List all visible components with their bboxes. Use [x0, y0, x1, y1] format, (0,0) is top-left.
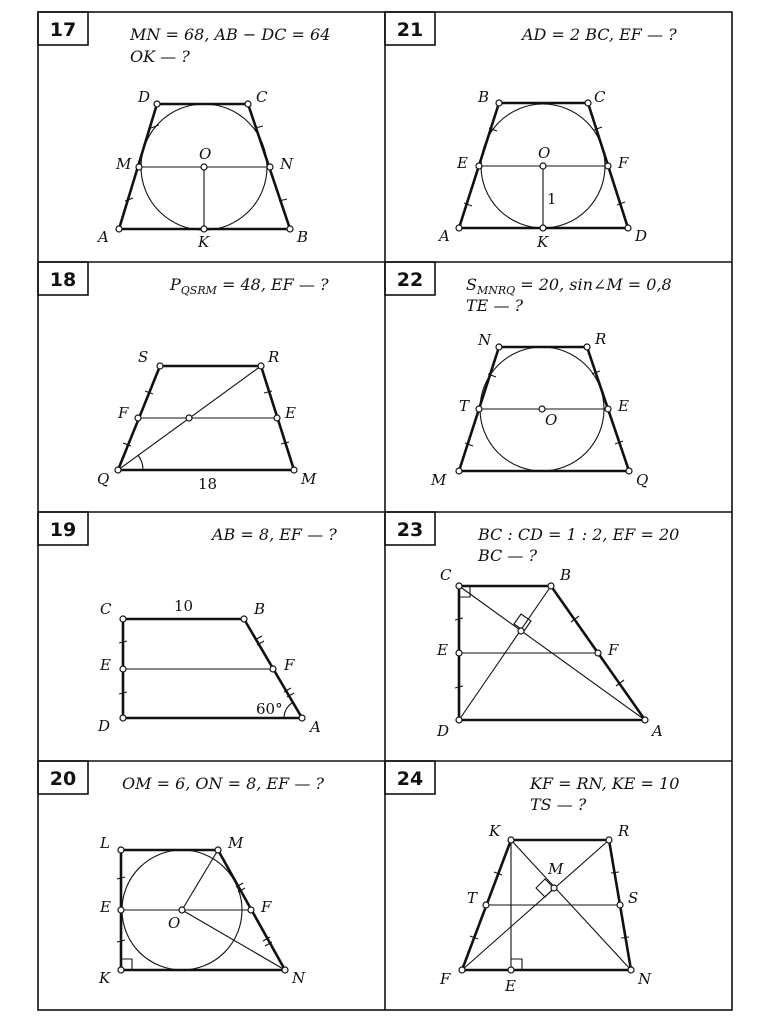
label-N: N	[638, 970, 652, 988]
label-O: O	[168, 914, 181, 932]
label-F: F	[284, 656, 295, 674]
condition-sub: MNRQ	[476, 284, 516, 297]
label-B: B	[254, 600, 266, 618]
problem-19	[38, 512, 337, 736]
condition-line-2: OK — ?	[130, 47, 190, 66]
condition-line-1: KF = RN, KE = 10	[530, 774, 680, 793]
label-E: E	[437, 641, 448, 659]
label-R: R	[268, 348, 280, 366]
label-base-length: 18	[198, 475, 218, 493]
label-C: C	[440, 566, 452, 584]
label-R: R	[595, 330, 607, 348]
label-E: E	[505, 977, 516, 995]
condition-post: = 20, sin∠M = 0,8	[515, 275, 672, 294]
label-F: F	[618, 154, 629, 172]
condition-line-1: AD = 2 BC, EF — ?	[522, 25, 677, 44]
problem-number: 20	[49, 768, 77, 790]
segment-om	[182, 850, 218, 910]
label-Q: Q	[636, 471, 649, 489]
label-R: R	[618, 822, 630, 840]
label-S: S	[628, 889, 639, 907]
condition-line-2: TS — ?	[530, 795, 587, 814]
problem-21	[385, 12, 677, 251]
label-E: E	[100, 656, 111, 674]
label-N: N	[280, 155, 294, 173]
label-M: M	[548, 860, 564, 878]
label-M: M	[301, 470, 317, 488]
problem-17	[38, 12, 330, 251]
angle-arc	[284, 703, 292, 718]
label-Q: Q	[97, 470, 110, 488]
condition-pre: P	[170, 275, 181, 294]
label-O: O	[545, 411, 558, 429]
problem-number: 18	[49, 269, 77, 291]
label-M: M	[116, 155, 132, 173]
condition-line-1: BC : CD = 1 : 2, EF = 20	[478, 525, 680, 544]
label-E: E	[100, 898, 111, 916]
label-K: K	[198, 233, 210, 251]
label-O: O	[199, 145, 212, 163]
condition-line-1	[169, 275, 329, 297]
label-M: M	[431, 471, 447, 489]
label-K: K	[99, 969, 111, 987]
label-S: S	[138, 348, 149, 366]
condition-line-1: MN = 68, AB − DC = 64	[130, 25, 331, 44]
label-C: C	[100, 600, 112, 618]
label-N: N	[292, 969, 306, 987]
label-M: M	[228, 834, 244, 852]
label-A: A	[310, 718, 321, 736]
label-F: F	[440, 970, 451, 988]
label-top-length: 10	[174, 597, 194, 615]
condition-line-1	[466, 275, 672, 297]
problem-number: 22	[396, 269, 424, 291]
label-N: N	[478, 331, 492, 349]
problem-24	[385, 761, 679, 995]
condition-line-2: TE — ?	[466, 296, 524, 315]
label-E: E	[457, 154, 468, 172]
label-E: E	[285, 404, 296, 422]
label-T: T	[459, 397, 470, 415]
label-B: B	[297, 228, 309, 246]
label-O: O	[538, 144, 551, 162]
problem-22	[385, 262, 672, 489]
problem-20	[38, 761, 324, 987]
problem-23	[385, 512, 679, 740]
label-D: D	[138, 88, 151, 106]
label-B: B	[560, 566, 572, 584]
label-C: C	[594, 88, 606, 106]
label-A: A	[652, 722, 663, 740]
label-angle: 60°	[256, 700, 283, 718]
label-K: K	[489, 822, 501, 840]
label-F: F	[118, 404, 129, 422]
condition-line-1: OM = 6, ON = 8, EF — ?	[122, 774, 325, 793]
label-D: D	[635, 227, 648, 245]
label-A: A	[98, 228, 109, 246]
label-A: A	[439, 227, 450, 245]
label-C: C	[256, 88, 268, 106]
condition-line-1: AB = 8, EF — ?	[212, 525, 337, 544]
problem-number: 23	[396, 519, 424, 541]
condition-pre: S	[466, 275, 477, 294]
problem-number: 19	[49, 519, 77, 541]
label-D: D	[98, 717, 111, 735]
angle-arc	[138, 455, 143, 470]
label-F: F	[608, 641, 619, 659]
problem-18	[38, 262, 329, 493]
problem-number: 17	[49, 19, 77, 41]
condition-line-2: BC — ?	[478, 546, 538, 565]
label-F: F	[261, 898, 272, 916]
label-D: D	[437, 722, 450, 740]
problem-number: 24	[396, 768, 424, 790]
problem-number: 21	[396, 19, 424, 41]
label-L: L	[100, 834, 110, 852]
label-E: E	[618, 397, 629, 415]
label-radius-value: 1	[547, 190, 557, 208]
condition-post: = 48, EF — ?	[216, 275, 329, 294]
label-K: K	[537, 233, 549, 251]
label-T: T	[467, 889, 478, 907]
label-B: B	[478, 88, 490, 106]
condition-sub: QSRM	[180, 284, 217, 297]
